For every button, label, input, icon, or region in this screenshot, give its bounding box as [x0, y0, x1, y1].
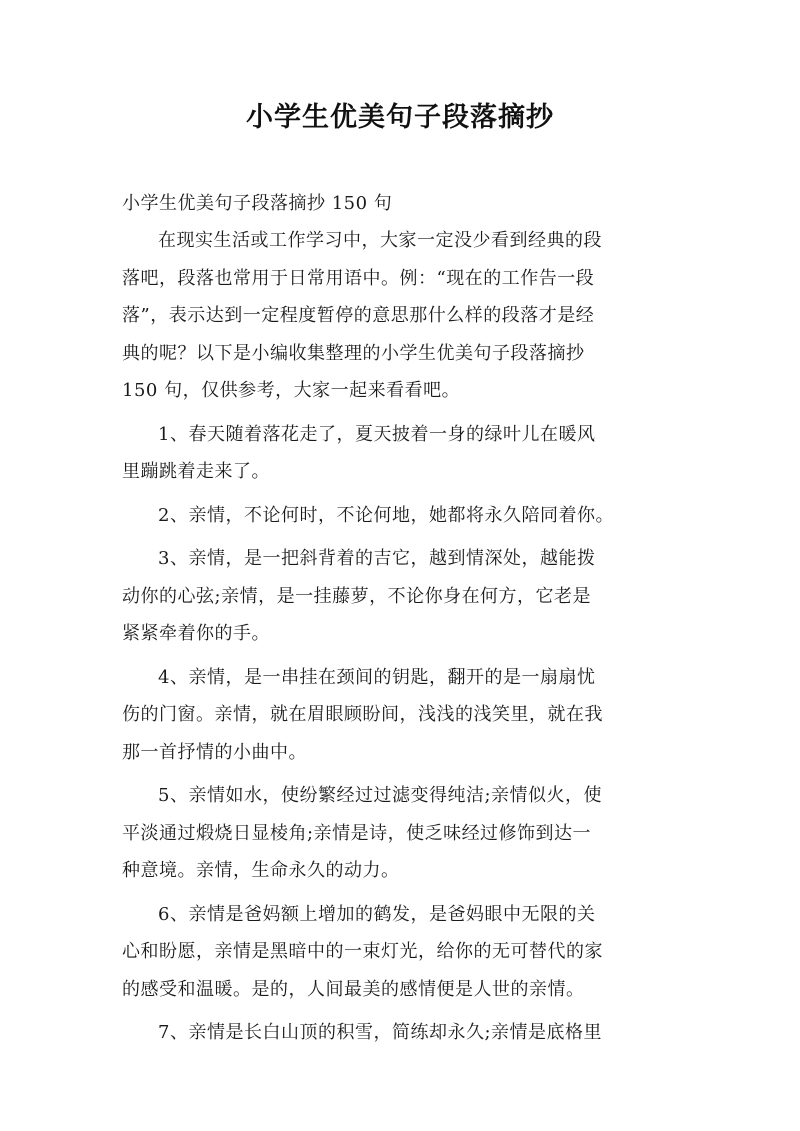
paragraph-line: 5、亲情如水，使纷繁经过过滤变得纯洁;亲情似火，使	[158, 785, 603, 806]
paragraph-line: 6、亲情是爸妈额上增加的鹤发，是爸妈眼中无限的关	[158, 903, 596, 925]
paragraph-item-2	[122, 497, 690, 535]
paragraph-line: 3、亲情，是一把斜背着的吉它，越到情深处，越能拨	[158, 548, 596, 569]
paragraph-item-3	[122, 540, 690, 653]
paragraph-line: 那一首抒情的小曲中。	[122, 741, 307, 763]
paragraph-item-6	[122, 896, 690, 1009]
paragraph-item-5	[122, 777, 690, 890]
paragraph-item-7	[122, 1014, 690, 1052]
paragraph-line: 典的呢？以下是小编收集整理的小学生优美句子段落摘抄	[122, 342, 585, 364]
document-title: 小学生优美句子段落摘抄	[246, 102, 554, 133]
paragraph-line: 在现实生活或工作学习中，大家一定没少看到经典的段	[158, 230, 602, 251]
paragraph-line: 平淡通过煅烧日显棱角;亲情是诗，使乏味经过修饰到达一	[122, 822, 592, 844]
paragraph-item-4	[122, 659, 690, 772]
paragraph-line: 7、亲情是长白山顶的积雪，简练却永久;亲情是底格里	[158, 1022, 603, 1043]
paragraph-line: 种意境。亲情，生命永久的动力。	[122, 860, 400, 881]
paragraph-line: 4、亲情，是一串挂在颈间的钥匙，翻开的是一扇扇忧	[158, 666, 596, 688]
paragraph-line: 落吧，段落也常用于日常用语中。例：“现在的工作告一段	[122, 267, 595, 289]
paragraph-item-1	[122, 416, 690, 491]
paragraph-line: 心和盼愿，亲情是黑暗中的一束灯光，给你的无可替代的家	[122, 941, 603, 962]
paragraph-line: 的感受和温暖。是的，人间最美的感情便是人世的亲情。	[122, 978, 585, 1000]
document-body	[122, 186, 690, 1058]
paragraph-line: 1、春天随着落花走了，夏天披着一身的绿叶儿在暖风	[158, 423, 596, 445]
paragraph-line: 紧紧牵着你的手。	[122, 623, 270, 644]
paragraph-line: 落”，表示达到一定程度暂停的意思那什么样的段落才是经	[122, 305, 595, 326]
paragraph-line: 动你的心弦;亲情，是一挂藤萝，不论你身在何方，它老是	[122, 585, 592, 607]
paragraph-line: 2、亲情，不论何时，不论何地，她都将永久陪同着你。	[158, 504, 614, 526]
document-subtitle: 小学生优美句子段落摘抄 150 句	[122, 193, 393, 214]
paragraph-line: 150 句，仅供参考，大家一起来看看吧。	[122, 380, 461, 401]
paragraph-line: 里蹦跳着走来了。	[122, 461, 270, 482]
paragraph-line: 伤的门窗。亲情，就在眉眼顾盼间，浅浅的浅笑里，就在我	[122, 704, 603, 725]
paragraph-intro	[122, 222, 690, 410]
